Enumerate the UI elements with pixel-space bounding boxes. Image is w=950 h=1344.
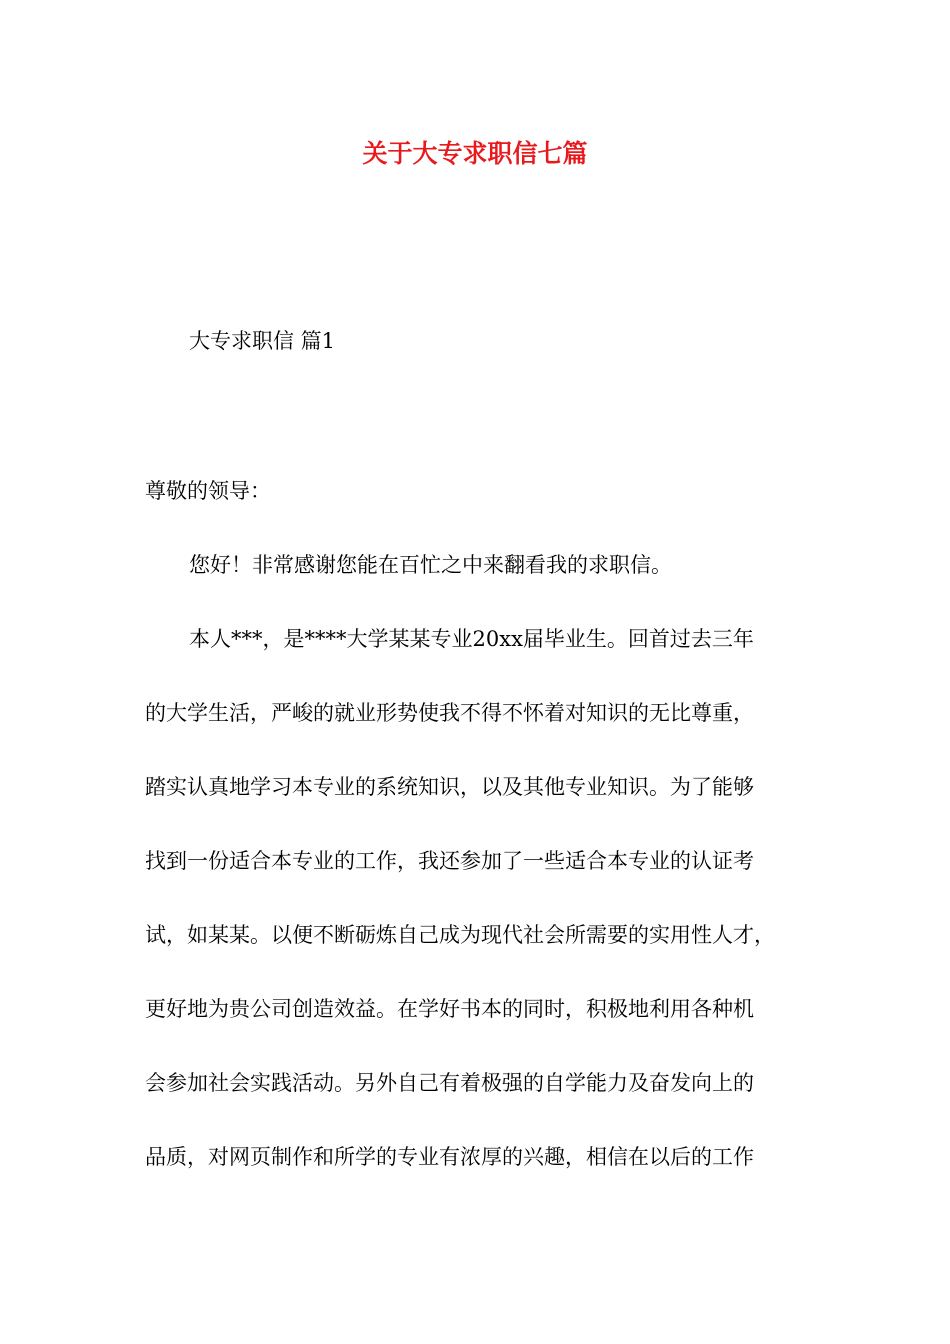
greeting-paragraph: 您好！非常感谢您能在百忙之中来翻看我的求职信。	[189, 553, 672, 577]
body-line-6: 更好地为贵公司创造效益。在学好书本的同时，积极地利用各种机	[145, 997, 754, 1021]
body-line-4: 找到一份适合本专业的工作，我还参加了一些适合本专业的认证考	[145, 849, 754, 873]
body-line-8: 品质，对网页制作和所学的专业有浓厚的兴趣，相信在以后的工作	[145, 1145, 754, 1169]
body-line-3: 踏实认真地学习本专业的系统知识，以及其他专业知识。为了能够	[145, 775, 754, 799]
body-line-2: 的大学生活，严峻的就业形势使我不得不怀着对知识的无比尊重，	[145, 701, 754, 725]
section-heading: 大专求职信 篇1	[189, 329, 336, 353]
document-title: 关于大专求职信七篇	[362, 139, 588, 168]
salutation: 尊敬的领导：	[145, 479, 271, 503]
body-line-7: 会参加社会实践活动。另外自己有着极强的自学能力及奋发向上的	[145, 1071, 754, 1095]
body-line-1: 本人***，是****大学某某专业20xx届毕业生。回首过去三年	[189, 627, 754, 651]
body-line-5: 试，如某某。以便不断砺炼自己成为现代社会所需要的实用性人才，	[145, 923, 775, 947]
